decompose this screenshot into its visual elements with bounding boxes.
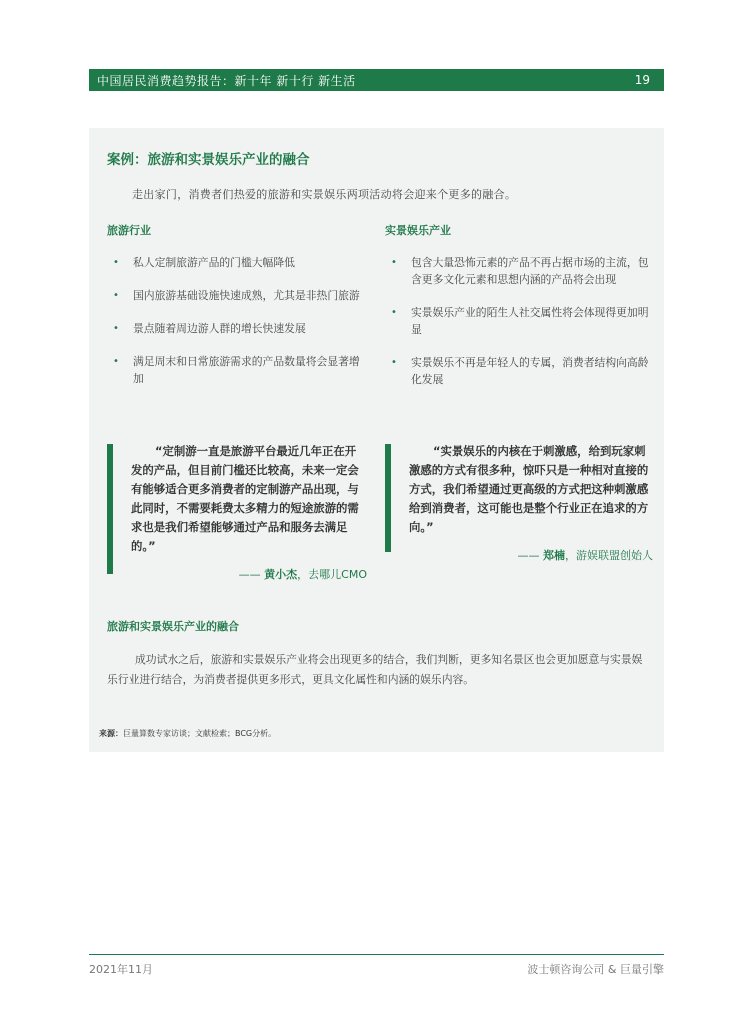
list-item: • 国内旅游基础设施快速成熟，尤其是非热门旅游: [113, 289, 360, 302]
entertainment-quote: [385, 442, 653, 563]
source-text: 巨量算数专家访谈；文献检索；BCG分析。: [123, 729, 277, 738]
bullet-icon: •: [113, 323, 119, 334]
list-item: • 实景娱乐产业的陌生人社交属性将会体现得更加明显: [391, 306, 649, 336]
list-item: • 实景娱乐不再是年轻人的专属，消费者结构向高龄化发展: [391, 356, 649, 386]
case-panel: [89, 128, 664, 752]
bullet-icon: •: [391, 257, 397, 268]
page-number: 19: [634, 73, 650, 87]
list-item: • 满足周末和日常旅游需求的产品数量将会显著增加: [113, 355, 360, 385]
attribution-name: 黄小杰: [264, 568, 298, 581]
case-intro: 走出家门，消费者们热爱的旅游和实景娱乐两项活动将会迎来个更多的融合。: [132, 188, 517, 201]
attribution-role: ，游娱联盟创始人: [565, 549, 653, 562]
bullet-icon: •: [113, 356, 119, 367]
fusion-heading: 旅游和实景娱乐产业的融合: [107, 620, 239, 633]
left-column-heading: 旅游行业: [107, 224, 151, 237]
quote-attribution: —— 郑楠，游娱联盟创始人: [517, 549, 653, 562]
header-bar: [89, 69, 664, 91]
bullet-icon: •: [113, 290, 119, 301]
quote-text: “实景娱乐的内核在于刺激感，给到玩家刺激感的方式有很多种，惊吓只是一种相对直接的方式，我们希望通过更高级的方式把这种刺激感给到消费者，这可能也是整个行业正在追求的方向。”: [409, 444, 649, 534]
tourism-quote: [107, 442, 367, 582]
footer-divider: [89, 954, 664, 955]
quote-accent-bar: [107, 444, 113, 574]
quote-text: “定制游一直是旅游平台最近几年正在开发的产品，但目前门槛还比较高，未来一定会有能够适合更多消费者的定制游产品出现，与此同时，不需要耗费太多精力的短途旅游的需求也是我们希望能够通过产品和服务去满足的。”: [131, 444, 359, 553]
quote-accent-bar: [385, 444, 391, 552]
attribution-name: 郑楠: [543, 549, 565, 562]
list-item: • 私人定制旅游产品的门槛大幅降低: [113, 256, 295, 269]
source-note: [99, 728, 276, 739]
footer-organization: 波士顿咨询公司 & 巨量引擎: [527, 963, 664, 976]
list-item: • 包含大量恐怖元素的产品不再占据市场的主流，包含更多文化元素和思想内涵的产品将会出现: [391, 256, 649, 286]
source-label: 来源：: [99, 729, 123, 738]
tourism-bullets: [107, 254, 367, 403]
list-item: • 景点随着周边游人群的增长快速发展: [113, 322, 306, 335]
entertainment-bullets: [385, 254, 653, 404]
fusion-paragraph: 成功试水之后，旅游和实景娱乐产业将会出现更多的结合，我们判断，更多知名景区也会更加愿意与实景娱乐行业进行结合，为消费者提供更多形式，更具文化属性和内涵的娱乐内容。: [107, 653, 643, 686]
case-title: 案例：旅游和实景娱乐产业的融合: [107, 152, 310, 168]
bullet-icon: •: [391, 307, 397, 318]
quote-attribution: —— 黄小杰，去哪儿CMO: [238, 568, 367, 581]
right-column-heading: 实景娱乐产业: [385, 224, 451, 237]
report-title: 中国居民消费趋势报告：新十年 新十行 新生活: [97, 73, 356, 88]
attribution-role: ，去哪儿CMO: [297, 568, 367, 581]
bullet-icon: •: [113, 257, 119, 268]
footer-date: 2021年11月: [89, 963, 153, 976]
bullet-icon: •: [391, 357, 397, 368]
